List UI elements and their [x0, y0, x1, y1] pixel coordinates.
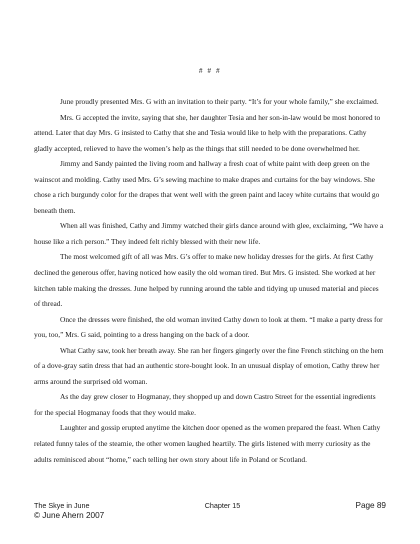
paragraph: June proudly presented Mrs. G with an invitation to their party. “It’s for your whole family,” she exclaimed.	[60, 97, 379, 106]
body-text	[34, 94, 386, 467]
footer-copyright: © June Ahern 2007	[34, 511, 105, 520]
section-separator: # # #	[198, 66, 222, 75]
paragraph: When all was finished, Cathy and Jimmy watched their girls dance around with glee, exclaiming, “We have a house like a rich person.” They indeed felt richly blessed with their new life.	[34, 221, 384, 246]
paragraph: As the day grew closer to Hogmanay, they shopped up and down Castro Street for the essential ingredients for the special Hogmanay foods that they would make.	[34, 392, 376, 417]
paragraph: The most welcomed gift of all was Mrs. G’s offer to make new holiday dresses for the girls. At first Cathy declined the generous offer, having noticed how easily the old woman tired. But Mrs. G insisted. She worked at her kitchen table making the dresses. June helped by running around the table and tidying up unused material and pieces of thread.	[34, 252, 379, 309]
paragraph: What Cathy saw, took her breath away. She ran her fingers gingerly over the fine French stitching on the hem of a dove-gray satin dress that had an authentic store-bought look. In an unusual display of emotion, Cathy threw her arms around the surprised old woman.	[34, 345, 384, 386]
footer-chapter: Chapter 15	[204, 501, 241, 510]
footer-page-number: Page 89	[355, 501, 386, 510]
page-footer	[34, 501, 386, 520]
paragraph: Mrs. G accepted the invite, saying that she, her daughter Tesia and her son-in-law would be most honored to attend. Later that day Mrs. G insisted to Cathy that she and Tesia would like to help with the preparations. Cathy gladly accepted, relieved to have the women’s help as the things that still needed to be done overwhelmed her.	[34, 112, 381, 153]
paragraph: Laughter and gossip erupted anytime the kitchen door opened as the women prepared the feast. When Cathy related funny tales of the steamie, the other women laughed heartily. The girls listened with merry curiosity as the adults reminisced about “home,” each telling her own story about life in Poland or Scotland.	[34, 423, 381, 464]
paragraph: Jimmy and Sandy painted the living room and hallway a fresh coat of white paint with deep green on the wainscot and molding. Cathy used Mrs. G’s sewing machine to make drapes and curtains for the bay windows. She chose a rich burgundy color for the drapes that went well with the green paint and lacey white curtains that would go beneath them.	[34, 159, 380, 215]
footer-book-title: The Skye in June	[34, 501, 90, 510]
paragraph: Once the dresses were finished, the old woman invited Cathy down to look at them. “I make a party dress for you, too,” Mrs. G said, pointing to a dress hanging on the back of a door.	[34, 314, 383, 340]
